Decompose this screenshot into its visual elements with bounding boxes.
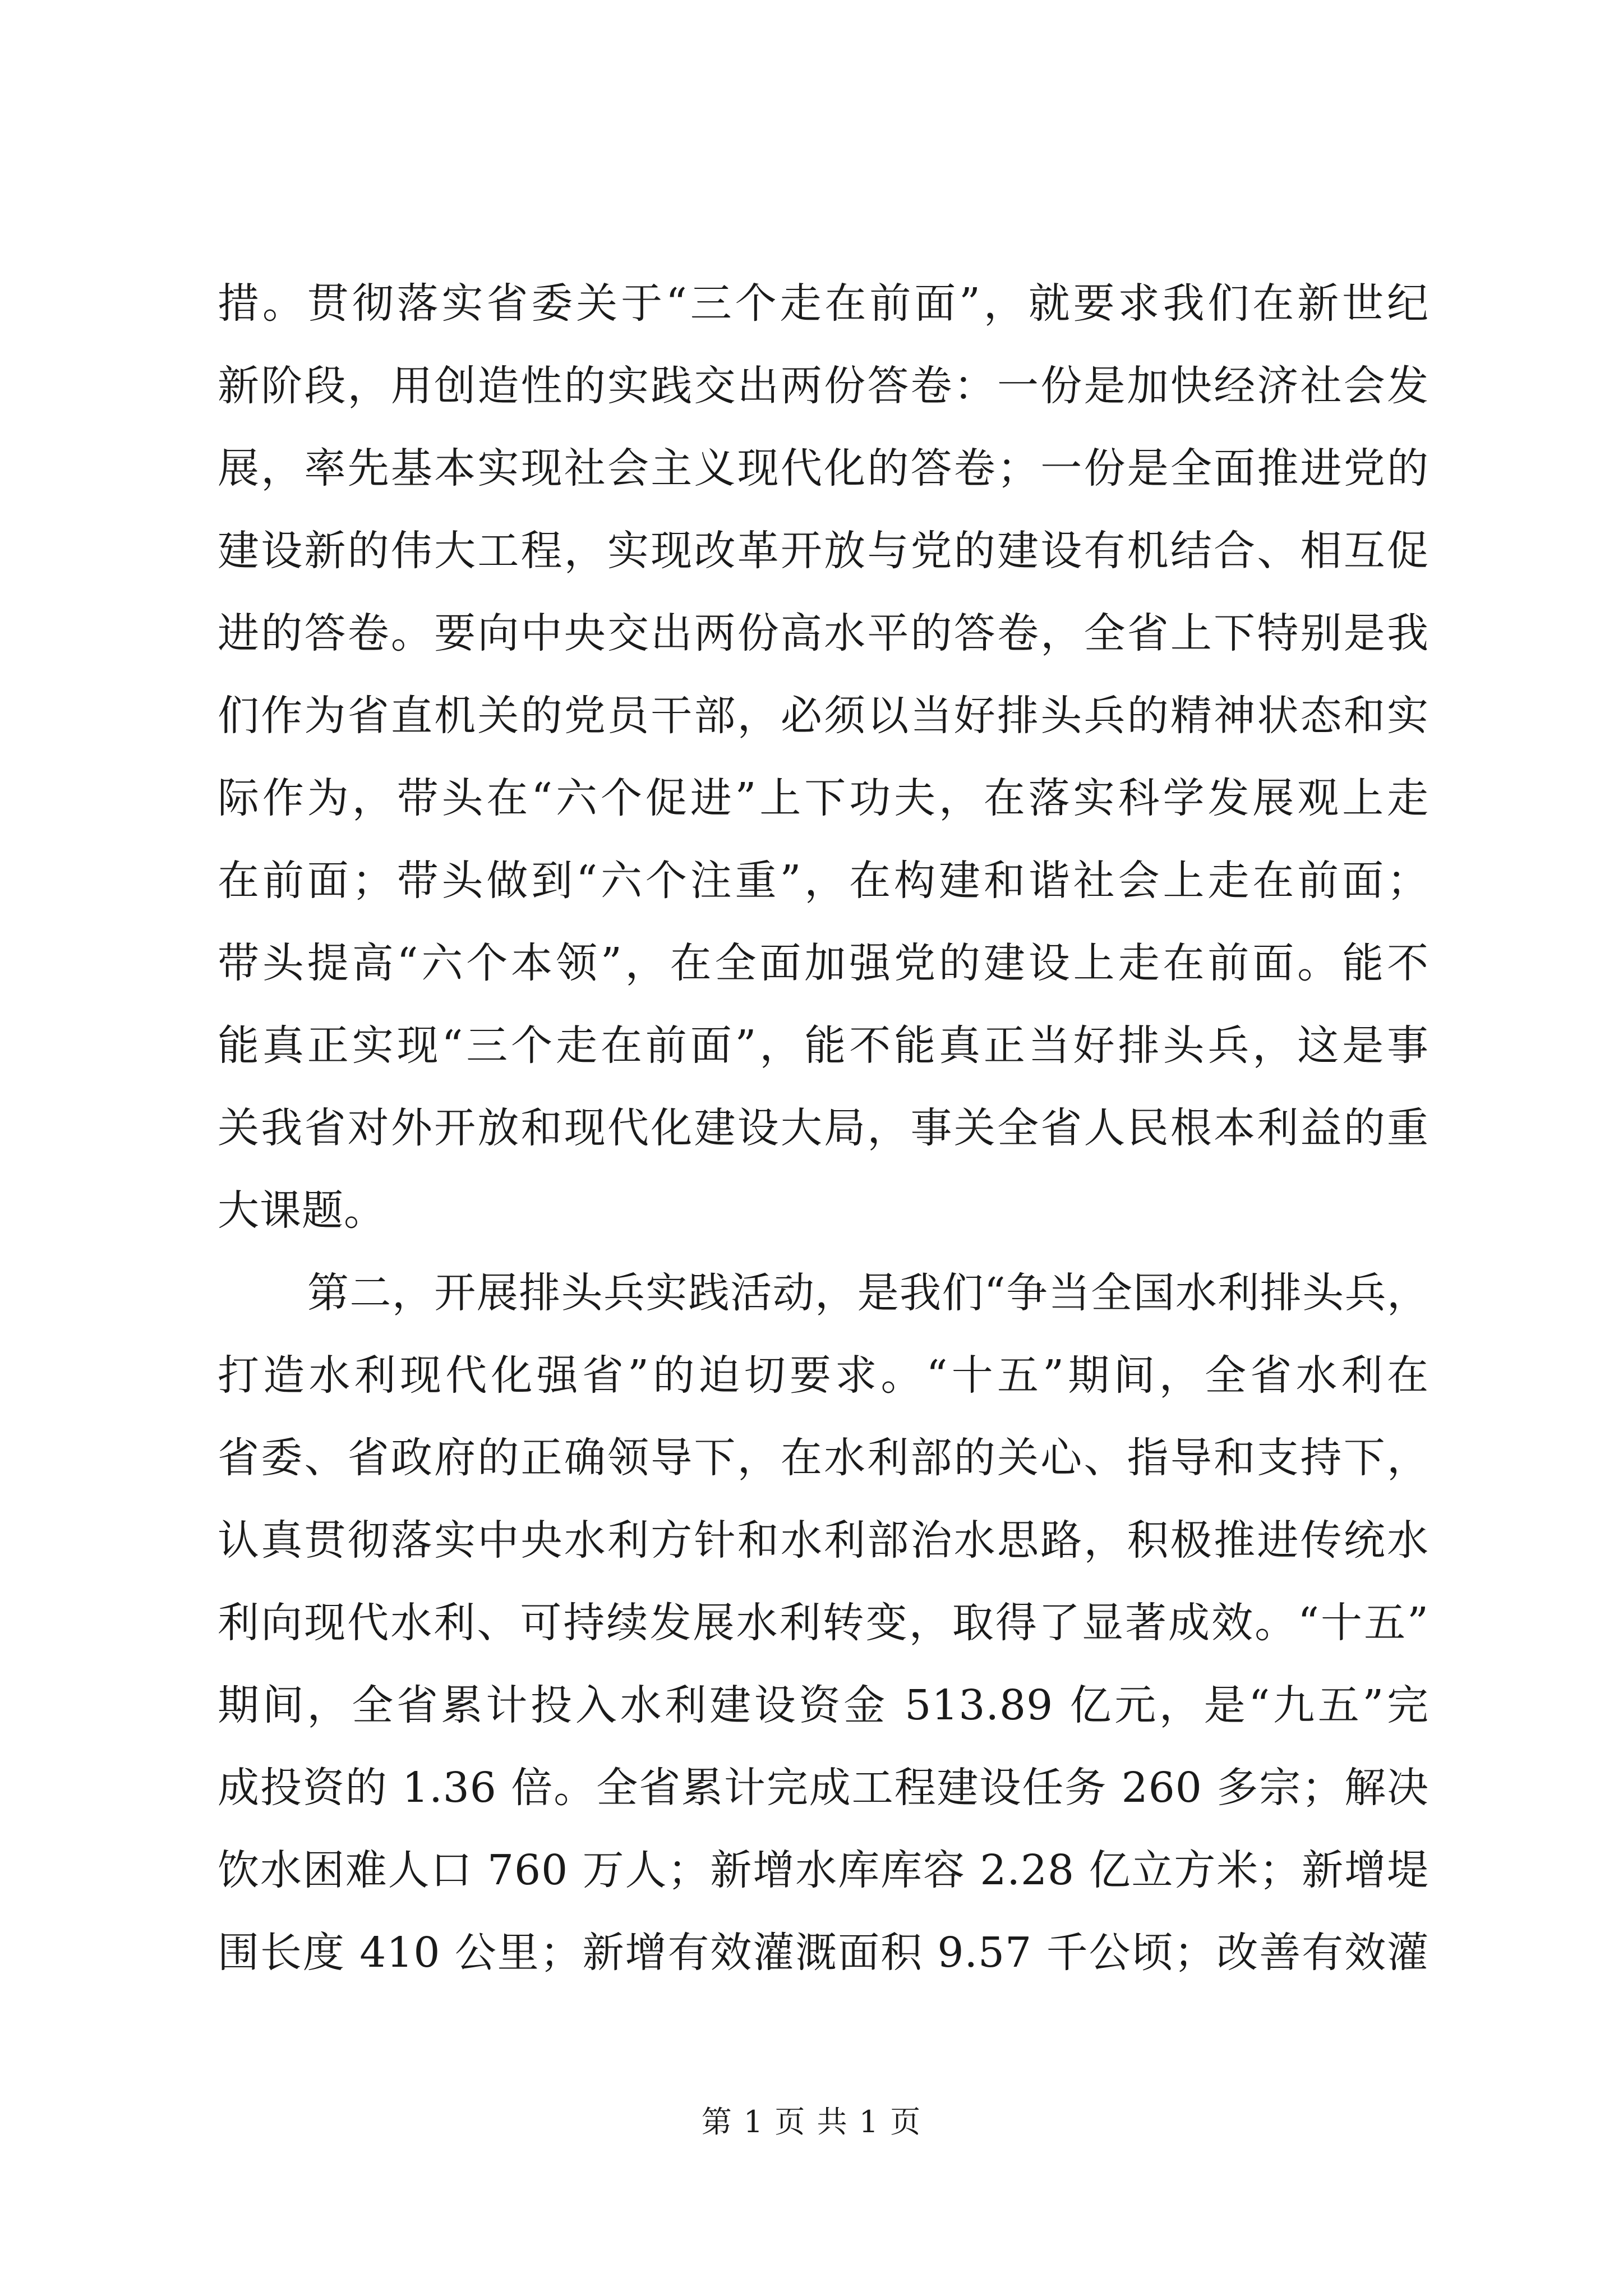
text-line: 成投资的 1.36 倍。全省累计完成工程建设任务 260 多宗；解决: [218, 1764, 1429, 1812]
text-line: 饮水困难人口 760 万人；新增水库库容 2.28 亿立方米；新增堤: [218, 1846, 1429, 1894]
text-line: 展，率先基本实现社会主义现代化的答卷；一份是全面推进党的: [218, 444, 1429, 493]
text-line: 建设新的伟大工程，实现改革开放与党的建设有机结合、相互促: [218, 527, 1429, 575]
text-line: 带头提高“六个本领”，在全面加强党的建设上走在前面。能不: [218, 939, 1429, 987]
text-line: 关我省对外开放和现代化建设大局，事关全省人民根本利益的重: [218, 1104, 1429, 1152]
text-line: 能真正实现“三个走在前面”，能不能真正当好排头兵，这是事: [218, 1022, 1429, 1070]
text-line: 第二，开展排头兵实践活动，是我们“争当全国水利排头兵，: [307, 1269, 1429, 1317]
text-line: 在前面；带头做到“六个注重”，在构建和谐社会上走在前面；: [218, 857, 1429, 905]
text-line: 进的答卷。要向中央交出两份高水平的答卷，全省上下特别是我: [218, 609, 1429, 657]
text-line: 认真贯彻落实中央水利方针和水利部治水思路，积极推进传统水: [218, 1516, 1429, 1565]
body-text: [218, 263, 1429, 1994]
text-line: 大课题。: [218, 1186, 386, 1235]
paragraph-1: [218, 263, 1429, 1252]
text-line: 打造水利现代化强省”的迫切要求。“十五”期间，全省水利在: [218, 1351, 1429, 1400]
text-line: 新阶段，用创造性的实践交出两份答卷：一份是加快经济社会发: [218, 362, 1429, 410]
text-line: 措。贯彻落实省委关于“三个走在前面”，就要求我们在新世纪: [218, 279, 1429, 328]
paragraph-2: [218, 1252, 1429, 1994]
text-line: 利向现代水利、可持续发展水利转变，取得了显著成效。“十五”: [218, 1599, 1429, 1647]
page-footer: 第 1 页 共 1 页: [701, 2104, 922, 2139]
text-line: 际作为，带头在“六个促进”上下功夫，在落实科学发展观上走: [218, 774, 1429, 822]
text-line: 们作为省直机关的党员干部，必须以当好排头兵的精神状态和实: [218, 692, 1429, 740]
text-line: 围长度 410 公里；新增有效灌溉面积 9.57 千公顷；改善有效灌: [218, 1929, 1429, 1977]
text-line: 期间，全省累计投入水利建设资金 513.89 亿元，是“九五”完: [218, 1681, 1429, 1729]
text-line: 省委、省政府的正确领导下，在水利部的关心、指导和支持下，: [218, 1434, 1429, 1482]
